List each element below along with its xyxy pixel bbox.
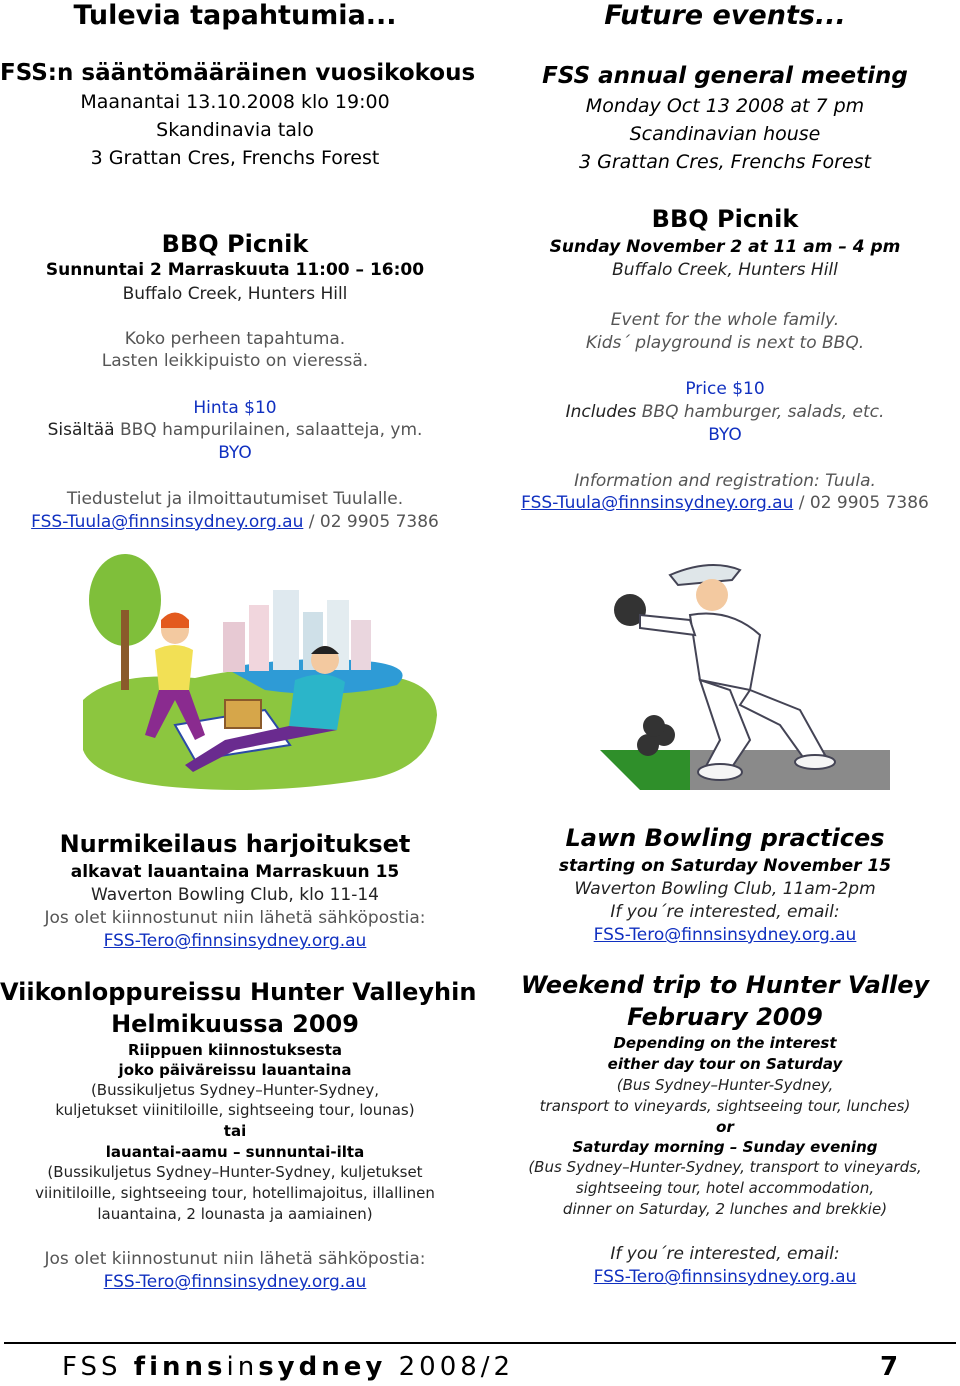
picnic-illustration bbox=[75, 550, 445, 800]
right-picnic-desc2: Kids´ playground is next to BBQ. bbox=[585, 333, 865, 353]
left-trip-title1: Viikonloppureissu Hunter Valleyhin bbox=[0, 978, 477, 1006]
left-trip-b2: joko päiväreissu lauantaina bbox=[118, 1061, 352, 1079]
right-tero-email-link[interactable]: FSS-Tero@finnsinsydney.org.au bbox=[593, 925, 857, 945]
right-picnic-where: Buffalo Creek, Hunters Hill bbox=[612, 260, 838, 280]
left-trip-d3: (Bussikuljetus Sydney–Hunter-Sydney, kuljetukset bbox=[47, 1163, 423, 1181]
footer-fss: FSS bbox=[62, 1352, 134, 1382]
right-trip-or: or bbox=[716, 1118, 734, 1136]
left-includes-rest: BBQ hampurilainen, salaatteja, ym. bbox=[114, 420, 423, 440]
right-picnic-byo: BYO bbox=[708, 425, 742, 445]
left-tuula-phone: / 02 9905 7386 bbox=[303, 512, 439, 532]
right-picnic-includes bbox=[490, 402, 960, 422]
left-includes-word: Sisältää bbox=[47, 420, 115, 440]
footer-finns: finns bbox=[133, 1352, 227, 1382]
left-trip-b3: lauantai-aamu – sunnuntai-ilta bbox=[105, 1143, 365, 1161]
right-meeting-place: Scandinavian house bbox=[629, 123, 821, 145]
left-picnic-desc2: Lasten leikkipuisto on vieressä. bbox=[101, 351, 369, 371]
left-bowling-contact: Jos olet kiinnostunut niin lähetä sähköpostia: bbox=[44, 908, 426, 928]
right-tuula-phone: / 02 9905 7386 bbox=[793, 493, 929, 513]
left-trip-email-link[interactable]: FSS-Tero@finnsinsydney.org.au bbox=[103, 1272, 367, 1292]
right-includes-rest: BBQ hamburger, salads, etc. bbox=[636, 402, 885, 422]
left-trip-d5: lauantaina, 2 lounasta ja aamiainen) bbox=[97, 1205, 373, 1223]
left-tuula-email-link[interactable]: FSS-Tuula@finnsinsydney.org.au bbox=[31, 512, 304, 532]
footer-title bbox=[62, 1352, 514, 1382]
left-tero-email-link[interactable]: FSS-Tero@finnsinsydney.org.au bbox=[103, 931, 367, 951]
left-bowling-start: alkavat lauantaina Marraskuun 15 bbox=[70, 862, 400, 882]
footer-in: in bbox=[226, 1352, 259, 1382]
right-trip-d2: transport to vineyards, sightseeing tour, lunches) bbox=[539, 1097, 911, 1115]
right-bowling-contact: If you´re interested, email: bbox=[610, 902, 840, 922]
lawn-bowler-illustration bbox=[600, 540, 890, 790]
right-meeting-date: Monday Oct 13 2008 at 7 pm bbox=[585, 95, 865, 117]
right-meeting-address: 3 Grattan Cres, Frenchs Forest bbox=[579, 151, 871, 173]
right-picnic-desc1: Event for the whole family. bbox=[610, 310, 840, 330]
right-trip-b3: Saturday morning – Sunday evening bbox=[572, 1138, 878, 1156]
right-trip-contact: If you´re interested, email: bbox=[610, 1244, 840, 1264]
right-trip-d1: (Bus Sydney–Hunter-Sydney, bbox=[616, 1076, 834, 1094]
left-picnic-includes bbox=[0, 420, 470, 440]
left-picnic-info: Tiedustelut ja ilmoittautumiset Tuulalle. bbox=[66, 489, 404, 509]
left-picnic-when: Sunnuntai 2 Marraskuuta 11:00 – 16:00 bbox=[45, 260, 425, 280]
left-trip-or: tai bbox=[223, 1122, 247, 1140]
right-picnic-when: Sunday November 2 at 11 am – 4 pm bbox=[549, 237, 901, 257]
right-includes-word: Includes bbox=[565, 402, 637, 422]
right-bowling-title: Lawn Bowling practices bbox=[565, 824, 885, 852]
footer-sydney: sydney bbox=[258, 1352, 387, 1382]
right-tuula-email-link[interactable]: FSS-Tuula@finnsinsydney.org.au bbox=[521, 493, 794, 513]
right-picnic-contact bbox=[490, 493, 960, 513]
left-picnic-price: Hinta $10 bbox=[193, 398, 277, 418]
right-trip-d5: dinner on Saturday, 2 lunches and brekkie) bbox=[562, 1200, 888, 1218]
right-trip-d4: sightseeing tour, hotel accommodation, bbox=[575, 1179, 875, 1197]
left-bowling-title: Nurmikeilaus harjoitukset bbox=[59, 830, 411, 858]
right-trip-email-link[interactable]: FSS-Tero@finnsinsydney.org.au bbox=[593, 1267, 857, 1287]
left-trip-title2: Helmikuussa 2009 bbox=[111, 1010, 359, 1038]
right-picnic-price: Price $10 bbox=[685, 379, 765, 399]
right-trip-b1: Depending on the interest bbox=[613, 1034, 837, 1052]
left-meeting-address: 3 Grattan Cres, Frenchs Forest bbox=[90, 147, 380, 169]
left-picnic-title: BBQ Picnik bbox=[161, 230, 309, 258]
left-heading: Tulevia tapahtumia... bbox=[73, 0, 397, 31]
right-trip-title1: Weekend trip to Hunter Valley bbox=[520, 971, 930, 999]
right-meeting-title: FSS annual general meeting bbox=[542, 63, 908, 89]
left-picnic-desc1: Koko perheen tapahtuma. bbox=[124, 329, 346, 349]
right-heading: Future events... bbox=[604, 0, 846, 31]
right-trip-b2: either day tour on Saturday bbox=[607, 1055, 843, 1073]
left-trip-b1: Riippuen kiinnostuksesta bbox=[127, 1041, 343, 1059]
right-picnic-title: BBQ Picnik bbox=[651, 205, 799, 233]
right-trip-title2: February 2009 bbox=[627, 1003, 823, 1031]
left-picnic-contact bbox=[0, 512, 470, 532]
right-trip-d3: (Bus Sydney–Hunter-Sydney, transport to vineyards, bbox=[528, 1158, 922, 1176]
left-meeting-place: Skandinavia talo bbox=[156, 119, 314, 141]
footer-rule bbox=[4, 1342, 956, 1344]
left-meeting-title: FSS:n sääntömääräinen vuosikokous bbox=[0, 60, 476, 86]
right-picnic-info: Information and registration: Tuula. bbox=[574, 471, 876, 491]
left-trip-d1: (Bussikuljetus Sydney–Hunter-Sydney, bbox=[90, 1081, 380, 1099]
left-trip-contact: Jos olet kiinnostunut niin lähetä sähköpostia: bbox=[44, 1249, 426, 1269]
left-trip-d2: kuljetukset viinitiloille, sightseeing tour, lounas) bbox=[55, 1101, 415, 1119]
left-picnic-where: Buffalo Creek, Hunters Hill bbox=[122, 284, 348, 304]
footer-issue: 2008/2 bbox=[386, 1352, 515, 1382]
right-bowling-start: starting on Saturday November 15 bbox=[558, 856, 892, 876]
left-bowling-where: Waverton Bowling Club, klo 11-14 bbox=[90, 885, 379, 905]
page-number: 7 bbox=[880, 1352, 899, 1382]
left-picnic-byo: BYO bbox=[218, 443, 252, 463]
left-trip-d4: viinitiloille, sightseeing tour, hotellimajoitus, illallinen bbox=[35, 1184, 435, 1202]
left-meeting-date: Maanantai 13.10.2008 klo 19:00 bbox=[80, 91, 390, 113]
right-bowling-where: Waverton Bowling Club, 11am-2pm bbox=[574, 879, 876, 899]
